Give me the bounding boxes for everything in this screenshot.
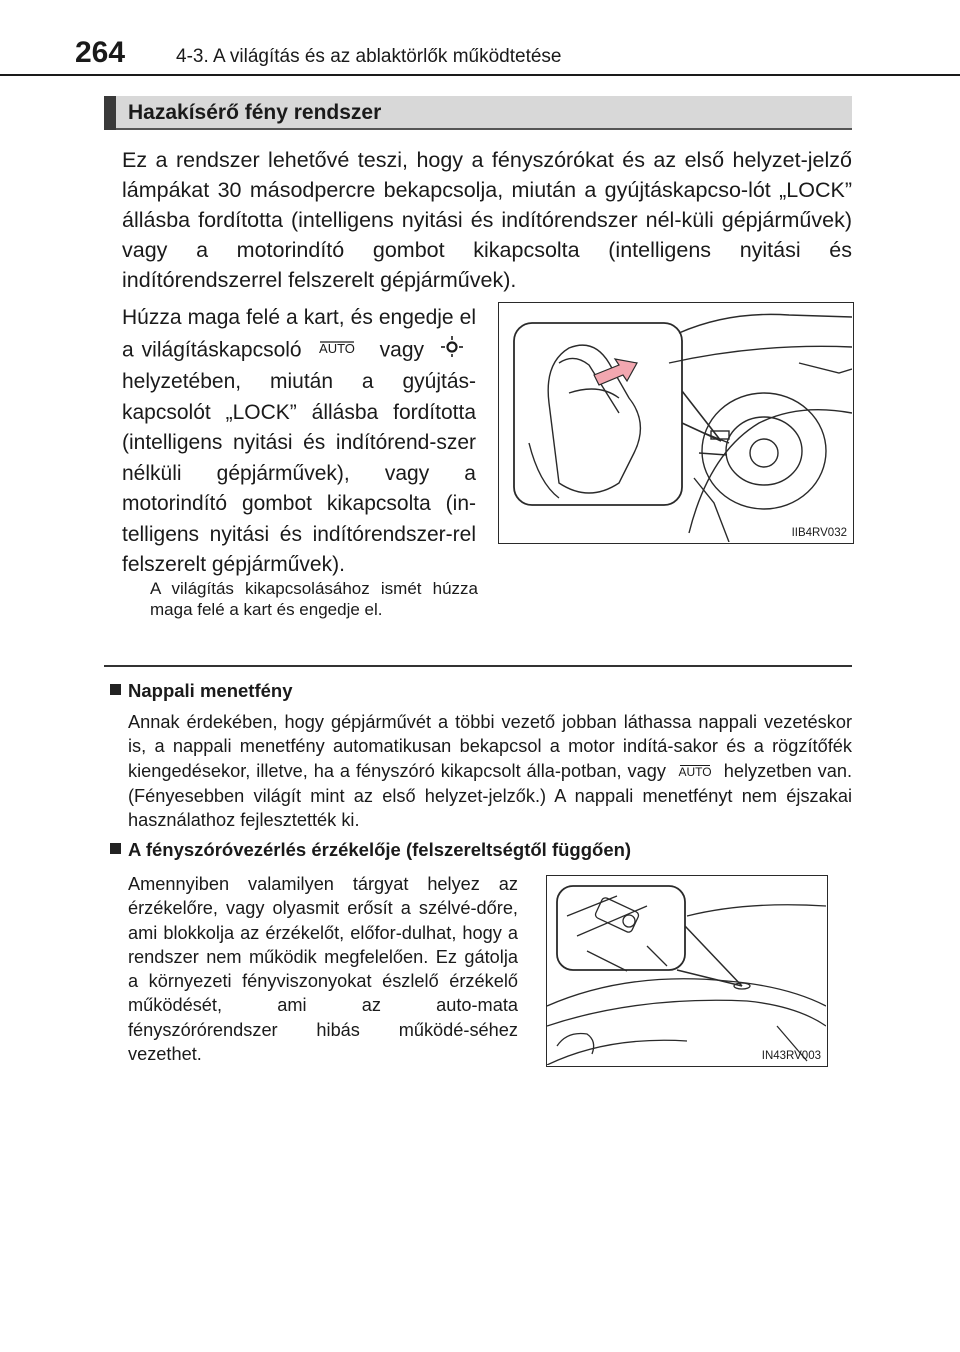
lever-illustration <box>499 303 852 542</box>
svg-text:AUTO: AUTO <box>318 341 355 356</box>
auto-switch-icon <box>318 335 356 366</box>
svg-text:AUTO: AUTO <box>678 764 712 778</box>
instruction-note: A világítás kikapcsolásához ismét húzza maga felé a kart és engedje el. <box>150 579 478 619</box>
section-header <box>104 96 852 130</box>
drl-text-b: helyzetben van. (Fényesebben világít mint az első helyzet-jelzők.) A nappali menetfényt nem éjszakai használathoz fejlesztették ki. <box>128 760 853 831</box>
auto-switch-icon <box>678 760 712 784</box>
sensor-illustration <box>547 876 826 1065</box>
section-header-bar <box>104 96 116 130</box>
drl-paragraph <box>128 710 852 833</box>
headlight-switch-icon <box>432 334 476 368</box>
section-divider <box>104 665 852 667</box>
instruction-text-b: vagy <box>379 337 424 361</box>
bullet-square-icon <box>110 843 121 854</box>
bullet-square-icon <box>110 684 121 695</box>
drl-text-a: Annak érdekében, hogy gépjárművét a többi vezető jobban láthassa nappali vezetéskor is, a nappali menetfény automatikusan bekapcsol a motor indítá-sakor és a rögzítőfék kiengedésekor, illetve, ha a fényszóró kikapcsolt álla-potban, vagy <box>128 712 852 781</box>
running-head: 4-3. A világítás és az ablaktörlők működtetése <box>176 46 562 67</box>
instruction-paragraph <box>122 303 476 581</box>
header-rule <box>0 74 960 76</box>
drl-heading: Nappali menetfény <box>110 680 293 702</box>
instruction-text-c: helyzetében, miután a gyújtás-kapcsolót „LOCK” állásba fordította (intelligens nyitási és indítórend-szer nélküli gépjárművek), vagy a motorindító gombot kikapcsolta (in-telligens nyitási és indítórendszer-rel felszerelt gépjárművek). <box>122 370 476 576</box>
intro-paragraph: Ez a rendszer lehetővé teszi, hogy a fényszórókat és az első helyzet-jelző lámpákat 30 másodpercre bekapcsolja, miután a gyújtáskapcso-lót „LOCK” állásba fordította (intelligens nyitási és indítórendszer nél-küli gépjárművek) vagy a motorindító gombot kikapcsolta (intelligens nyitási és indítórendszerrel felszerelt gépjárművek). <box>122 148 852 292</box>
pull-arrow <box>594 359 637 385</box>
sensor-heading: A fényszóróvezérlés érzékelője (felszereltségtől függően) <box>110 839 631 861</box>
section-title: Hazakísérő fény rendszer <box>128 101 382 124</box>
sensor-figure-code: IN43RV003 <box>761 1050 821 1062</box>
sensor-figure <box>546 875 828 1067</box>
instruction-text-a: Húzza maga felé a kart, és engedje el a világításkapcsoló <box>122 306 476 361</box>
lever-figure <box>498 302 854 544</box>
sensor-paragraph: Amennyiben valamilyen tárgyat helyez az érzékelőre, vagy olyasmit erősít a szélvé-dőre, ami blokkolja az érzékelőt, előfor-dulhat, hogy a rendszer nem működik megfelelően. Ez gátolja a környezeti fényviszonyokat észlelő érzékelő működését, ami az auto-mata fényszórórendszer hibás működé-séhez vezethet. <box>128 874 518 1065</box>
lever-figure-code: IIB4RV032 <box>791 527 847 539</box>
page-number: 264 <box>75 36 126 69</box>
